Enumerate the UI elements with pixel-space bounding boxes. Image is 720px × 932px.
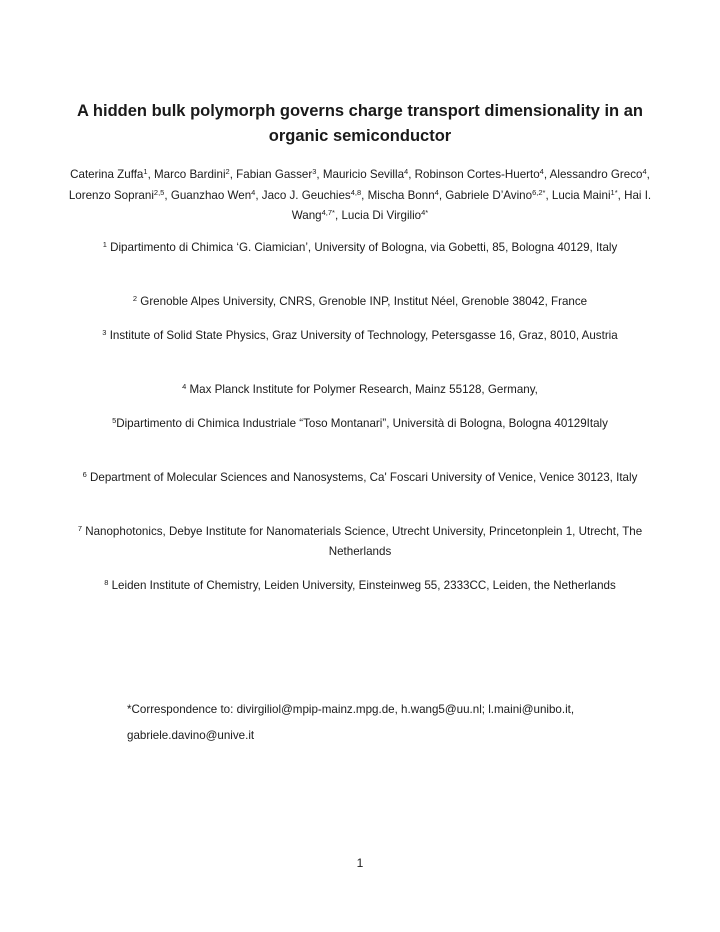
paper-title: A hidden bulk polymorph governs charge transport dimensionality in an organic semiconductor	[77, 102, 643, 145]
author: Mischa Bonn$^4$,	[367, 187, 446, 202]
affiliation-8: $^8$ Leiden Institute of Chemistry, Leiden University, Einsteinweg 55, 2333CC, Leiden, the Netherlands	[104, 578, 616, 592]
affiliation-number: 1	[102, 240, 107, 249]
author-affiliation-marker: 4*	[421, 208, 429, 217]
author-affiliation-marker: 4	[434, 187, 439, 197]
author: Alessandro Greco$^4$,	[549, 167, 650, 181]
author: Hai I. Wang$^{4,7*}$,	[291, 188, 652, 222]
author: Lucia Di Virgilio$^{4*}$	[341, 208, 429, 222]
affiliation-1: $^1$ Dipartimento di Chimica ‘G. Ciamician’, University of Bologna, via Gobetti, 85, Bologna 40129, Italy	[102, 240, 618, 254]
author: Mauricio Sevilla$^4$,	[322, 167, 415, 181]
affiliation-number: 4	[182, 382, 187, 391]
affiliation-3: $^3$ Institute of Solid State Physics, Graz University of Technology, Petersgasse 16, Graz, 8010, Austria	[102, 328, 618, 342]
author-affiliation-marker: 2	[225, 167, 230, 176]
correspondence-note: *Correspondence to: divirgiliol@mpip-mainz.mpg.de, h.wang5@uu.nl; l.maini@unibo.it, gabriele.davino@unive.it	[127, 703, 575, 742]
author-affiliation-marker: 4,8	[350, 187, 362, 197]
affiliation-5: $^5$Dipartimento di Chimica Industriale “Toso Montanari”, Università di Bologna, Bologna 40129Italy	[112, 416, 608, 430]
author: Marco Bardini$^2$,	[154, 167, 237, 181]
author: Fabian Gasser$^3$,	[236, 167, 323, 181]
author: Gabriele D’Avino$^{6,2*}$,	[445, 187, 552, 202]
affiliation-number: 8	[104, 578, 109, 587]
author: Jaco J. Geuchies$^{4,8}$,	[261, 187, 368, 202]
author-affiliation-marker: 4	[251, 187, 256, 197]
author-affiliation-marker: 6,2*	[532, 187, 546, 197]
author: Robinson Cortes-Huerto$^4$,	[414, 167, 550, 181]
affiliation-number: 6	[82, 470, 87, 479]
affiliation-number: 5	[112, 416, 117, 425]
author-affiliation-marker: 4,7*	[321, 208, 335, 217]
author-affiliation-marker: 4	[539, 167, 544, 176]
affiliation-4: $^4$ Max Planck Institute for Polymer Research, Mainz 55128, Germany,	[182, 382, 538, 396]
author-affiliation-marker: 4	[404, 167, 409, 176]
author-affiliation-marker: 1*	[610, 187, 618, 197]
affiliation-2: $^2$ Grenoble Alpes University, CNRS, Grenoble INP, Institut Néel, Grenoble 38042, France	[132, 294, 588, 308]
affiliation-7: $^7$ Nanophotonics, Debye Institute for Nanomaterials Science, Utrecht University, Princetonplein 1, Utrecht, The Netherlands	[77, 524, 643, 558]
affiliation-number: 7	[77, 524, 82, 533]
page-number: 1	[356, 856, 364, 870]
affiliation-6: $^6$ Department of Molecular Sciences and Nanosystems, Ca' Foscari University of Venice, Venice 30123, Italy	[82, 470, 638, 484]
author: Caterina Zuffa$^1$,	[70, 167, 155, 181]
author-affiliation-marker: 1	[143, 167, 148, 176]
author-affiliation-marker: 4	[642, 167, 647, 176]
author: Lucia Maini$^{1*}$,	[551, 187, 625, 202]
affiliation-number: 3	[102, 328, 107, 337]
author-list	[60, 165, 660, 227]
author: Lorenzo Soprani$^{2,5}$,	[68, 187, 171, 202]
author-affiliation-marker: 3	[312, 167, 317, 176]
affiliation-number: 2	[132, 294, 138, 303]
author: Guanzhao Wen$^4$,	[170, 187, 262, 202]
author-affiliation-marker: 2,5	[153, 187, 165, 197]
